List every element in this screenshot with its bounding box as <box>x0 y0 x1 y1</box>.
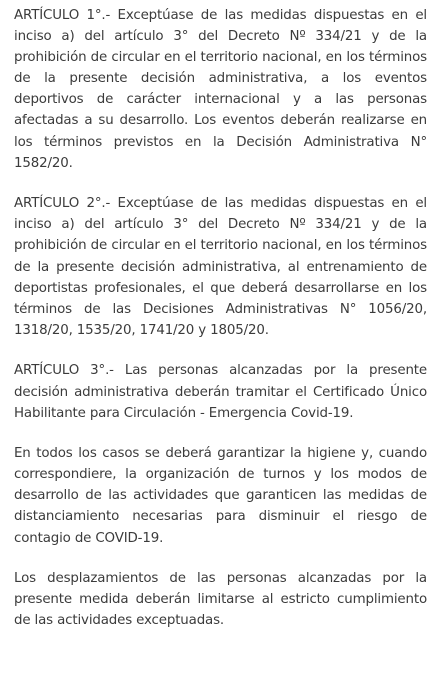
article-1-paragraph: ARTÍCULO 1°.- Exceptúase de las medidas dispuestas en el inciso a) del artículo 3° del Decreto Nº 334/21 y de la prohibición de circular en el territorio nacional, en los términos de la presente decisión administrativa, a los eventos deportivos de carácter internacional y a las personas afectadas a su desarrollo. Los eventos deberán realizarse en los términos previstos en la Decisión Administrativa N° 1582/20. <box>14 8 427 171</box>
article-2-paragraph: ARTÍCULO 2°.- Exceptúase de las medidas dispuestas en el inciso a) del artículo 3° del Decreto Nº 334/21 y de la prohibición de circular en el territorio nacional, en los términos de la presente decisión administrativa, al entrenamiento de deportistas profesionales, el que deberá desarrollarse en los términos de las Decisiones Administrativas N° 1056/20, 1318/20, 1535/20, 1741/20 y 1805/20. <box>14 196 427 338</box>
article-3-paragraph: ARTÍCULO 3°.- Las personas alcanzadas por la presente decisión administrativa deberán tramitar el Certificado Único Habilitante para Circulación - Emergencia Covid-19. <box>14 363 427 421</box>
travel-limits-paragraph: Los desplazamientos de las personas alcanzadas por la presente medida deberán limitarse al estricto cumplimiento de las actividades exceptuadas. <box>14 571 427 629</box>
hygiene-paragraph: En todos los casos se deberá garantizar la higiene y, cuando correspondiere, la organización de turnos y los modos de desarrollo de las actividades que garanticen las medidas de distanciamiento necesarias para disminuir el riesgo de contagio de COVID-19. <box>14 446 427 546</box>
